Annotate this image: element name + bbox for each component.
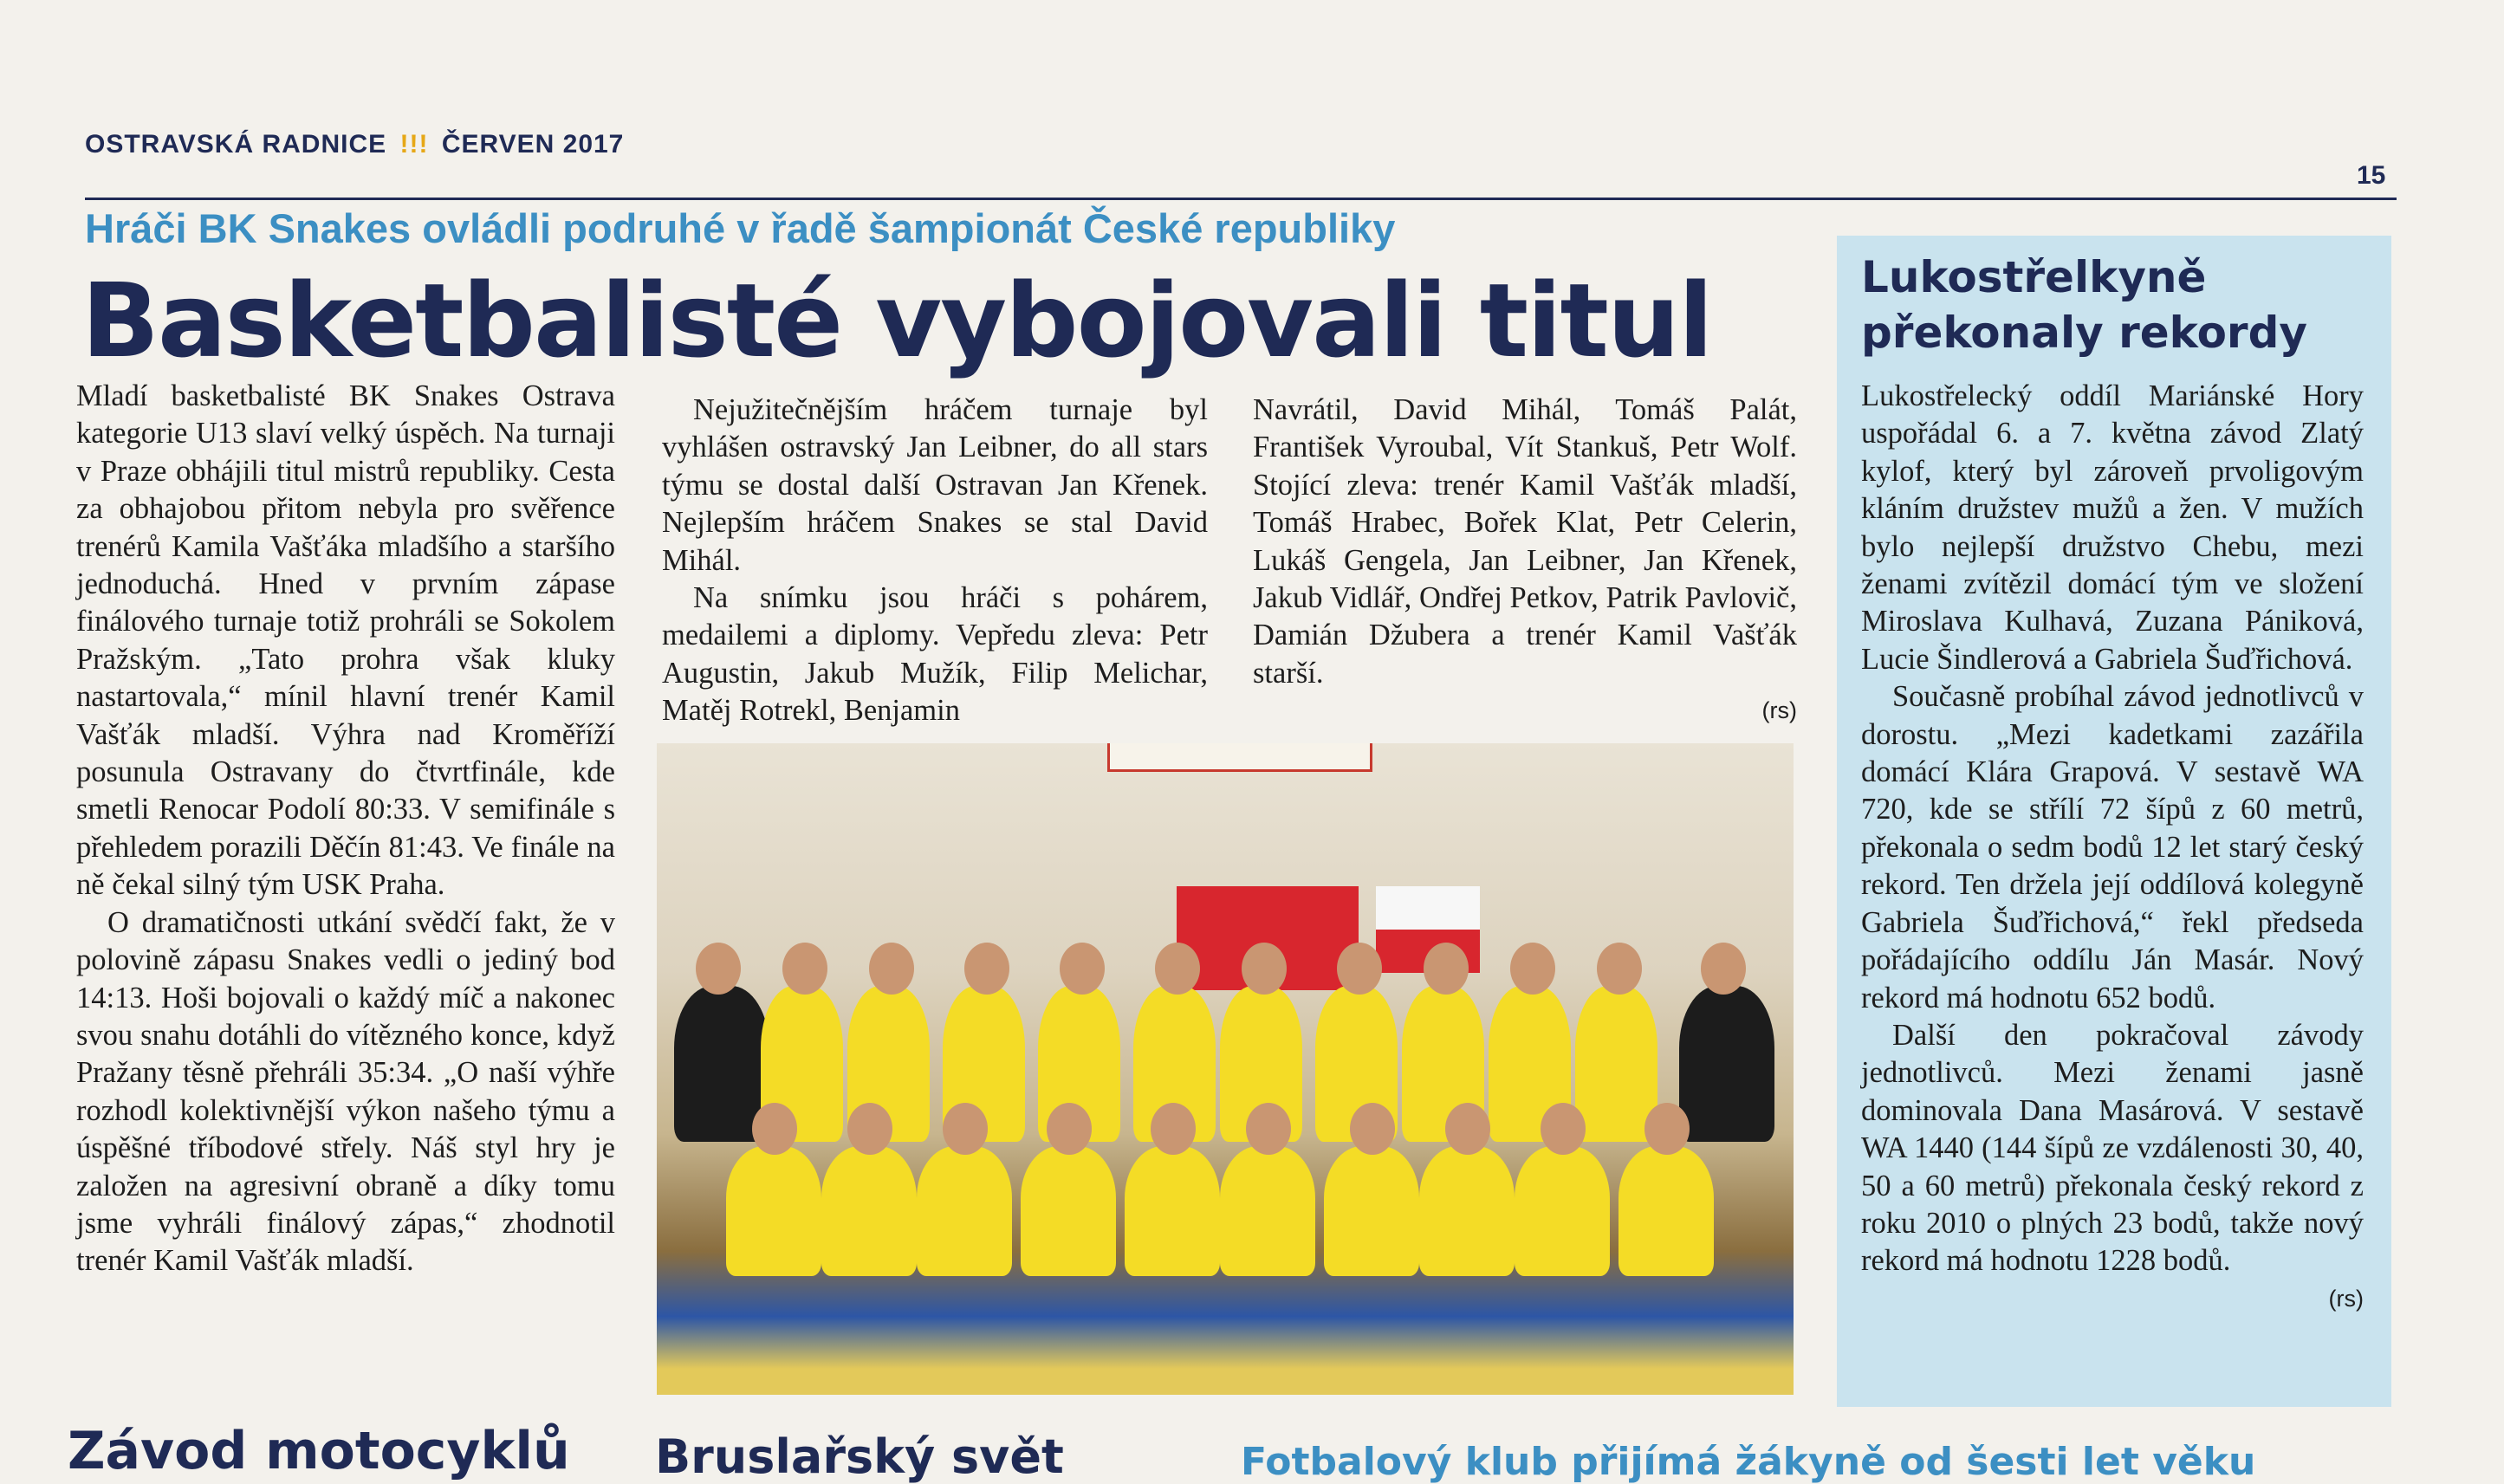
player-figure	[1021, 1146, 1116, 1276]
player-head	[1424, 943, 1469, 995]
player-head	[752, 1103, 797, 1155]
paragraph: Současně probíhal závod jednotlivců v dorostu. „Mezi kadetkami zazářila domácí Klára Grapová. V sestavě WA 720, kde se střílí 72 šípů z 60 metrů, překonala o sedm bodů 12 let starý český rekord. Ten držela její oddílová kolegyně Gabriela Šuďřichová,“ řekl předseda pořádajícího oddílu Ján Masár. Nový rekord má hodnotu 652 bodů.	[1861, 680, 2364, 1014]
bottom-headline-3: Fotbalový klub přijímá žákyně od šesti let věku	[1241, 1440, 2256, 1484]
paragraph: Nejužitečnějším hráčem turnaje byl vyhlášen ostravský Jan Leibner, do all stars týmu se dostal další Ostravan Jan Křenek. Nejlepším hráčem Snakes se stal David Mihál.	[662, 393, 1208, 577]
bottom-headline-1: Závod motocyklů	[68, 1421, 570, 1481]
paragraph: Mladí basketbalisté BK Snakes Ostrava kategorie U13 slaví velký úspěch. Na turnaji v Praze obhájili titul mistrů republiky. Cesta za obhajobou přitom nebyla pro svěřence trenérů Kamila Vašťáka mladšího a staršího jednoduchá. Hned v prvním zápase finálového turnaje totiž prohráli se Sokolem Pražským. „Tato prohra však kluky nastartovala,“ mínil hlavní trenér Kamil Vašťák mladší. Výhra nad Kroměříží posunula Ostravany do čtvrtfinále, kde smetli Renocar Podolí 80:33. V semifinále s přehledem porazili Děčín 81:43. Ve finále na ně čekal silný tým USK Praha.	[76, 379, 615, 902]
player-head	[847, 1103, 892, 1155]
player-head	[1060, 943, 1105, 995]
player-head	[696, 943, 741, 995]
player-head	[1597, 943, 1642, 995]
player-head	[1047, 1103, 1092, 1155]
page-number: 15	[2357, 161, 2386, 190]
player-head	[1445, 1103, 1490, 1155]
publication-header	[85, 130, 624, 159]
player-head	[1155, 943, 1200, 995]
header-separator: !!!	[399, 130, 429, 159]
player-head	[1701, 943, 1746, 995]
player-head	[1644, 1103, 1690, 1155]
player-head	[1151, 1103, 1196, 1155]
player-head	[782, 943, 827, 995]
team-players	[657, 925, 1794, 1306]
team-photo	[657, 743, 1794, 1395]
article-signature: (rs)	[1761, 697, 1797, 724]
issue-date: ČERVEN 2017	[441, 130, 625, 159]
paragraph: Na snímku jsou hráči s pohárem, medailemi a diplomy. Vepředu zleva: Petr Augustin, Jakub Mužík, Filip Melichar, Matěj Rotrekl, Benjamin	[662, 581, 1208, 728]
player-head	[1350, 1103, 1395, 1155]
article-kicker: Hráči BK Snakes ovládli podruhé v řadě šampionát České republiky	[85, 205, 1396, 251]
paragraph: Navrátil, David Mihál, Tomáš Palát, František Vyroubal, Vít Stankuš, Petr Wolf. Stojící zleva: trenér Kamil Vašťák mladší, Tomáš Hrabec, Bořek Klat, Petr Celerin, Lukáš Gengela, Jan Leibner, Jan Křenek, Jakub Vidlář, Ondřej Petkov, Patrik Pavlovič, Damián Džubera a trenér Kamil Vašťák starší.	[1253, 393, 1797, 690]
sidebar-text	[1861, 378, 2364, 1318]
player-figure	[1619, 1146, 1714, 1276]
player-head	[943, 1103, 988, 1155]
basket-backboard	[1107, 743, 1372, 772]
player-figure	[1324, 1146, 1419, 1276]
paragraph: Další den pokračoval závody jednotlivců. Mezi ženami jasně dominovala Dana Masárová. V sestavě WA 1440 (144 šípů ze vzdálenosti 30, 40, 50 a 60 metrů) překonala český rekord z roku 2010 o plných 23 bodů, takže nový rekord má hodnotu 1228 bodů.	[1861, 1018, 2364, 1278]
header-rule	[85, 198, 2397, 200]
player-figure	[726, 1146, 821, 1276]
article-column-2	[662, 392, 1208, 730]
article-column-3	[1253, 392, 1797, 730]
player-figure	[1220, 1146, 1315, 1276]
player-head	[1337, 943, 1382, 995]
player-figure	[1575, 986, 1657, 1142]
player-figure	[1419, 1146, 1515, 1276]
player-figure	[1125, 1146, 1220, 1276]
player-head	[869, 943, 914, 995]
sidebar-signature: (rs)	[2328, 1285, 2364, 1312]
publication-name: OSTRAVSKÁ RADNICE	[85, 130, 387, 159]
paragraph: O dramatičnosti utkání svědčí fakt, že v polovině zápasu Snakes vedli o jediný bod 14:13. Hoši bojovali o každý míč a nakonec svou snahu dotáhli do vítězného konce, když Pražany těsně přehráli 35:34. „O naší výhře rozhodl kolektivnější výkon našeho týmu a úspěšné tříbodové střely. Náš styl hry je založen na agresivní obraně a díky tomu jsme vyhráli finálový zápas,“ zhodnotil trenér Kamil Vašťák mladší.	[76, 905, 615, 1278]
sidebar-title: Lukostřelkyně překonaly rekordy	[1861, 252, 2307, 358]
player-figure	[821, 1146, 917, 1276]
article-column-1	[76, 378, 615, 1280]
player-head	[1246, 1103, 1291, 1155]
player-head	[1510, 943, 1555, 995]
article-headline: Basketbalisté vybojovali titul	[81, 261, 1712, 380]
player-head	[964, 943, 1009, 995]
player-figure	[1679, 986, 1774, 1142]
player-figure	[917, 1146, 1012, 1276]
player-head	[1242, 943, 1287, 995]
bottom-headline-2: Bruslařský svět	[655, 1429, 1064, 1484]
player-head	[1541, 1103, 1586, 1155]
player-figure	[1515, 1146, 1610, 1276]
paragraph: Lukostřelecký oddíl Mariánské Hory uspořádal 6. a 7. května závod Zlatý kylof, který byl zároveň prvoligovým kláním družstev mužů a žen. V mužích bylo nejlepší družstvo Chebu, mezi ženami zvítězil domácí tým ve složení Miroslava Kulhavá, Zuzana Pániková, Lucie Šindlerová a Gabriela Šuďřichová.	[1861, 379, 2364, 676]
